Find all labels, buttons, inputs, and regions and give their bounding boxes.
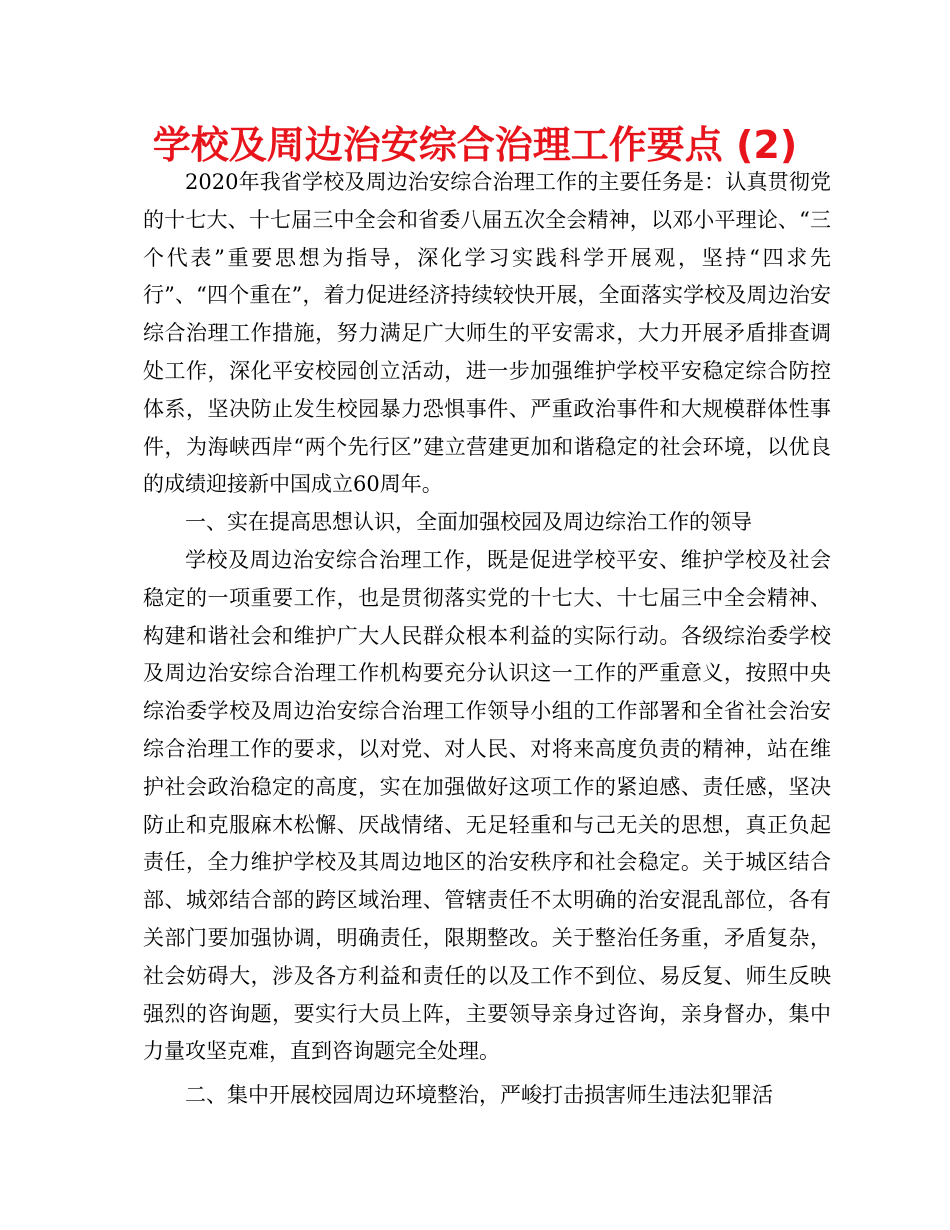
- section-heading-1: 一、实在提高思想认识，全面加强校园及周边综治工作的领导: [185, 510, 752, 535]
- document-body: [143, 164, 831, 1115]
- paragraph-section-1: 学校及周边治安综合治理工作，既是促进学校平安、维护学校及社会稳定的一项重要工作，也是贯彻落实党的十七大、十七届三中全会精神、构建和谐社会和维护广大人民群众根本利益的实际行动。各级综治委学校及周边治安综合治理工作机构要充分认识这一工作的严重意义，按照中央综治委学校及周边治安综合治理工作领导小组的工作部署和全省社会治安综合治理工作的要求，以对党、对人民、对将来高度负责的精神，站在维护社会政治稳定的高度，实在加强做好这项工作的紧迫感、责任感，坚决防止和克服麻木松懈、厌战情绪、无足轻重和与己无关的思想，真正负起责任，全力维护学校及其周边地区的治安秩序和社会稳定。关于城区结合部、城郊结合部的跨区域治理、管辖责任不太明确的治安混乱部位，各有关部门要加强协调，明确责任，限期整改。关于整治任务重，矛盾复杂，社会妨碍大，涉及各方利益和责任的以及工作不到位、易反复、师生反映强烈的咨询题，要实行大员上阵，主要领导亲身过咨询，亲身督办，集中力量攻坚克难，直到咨询题完全处理。: [143, 547, 831, 1064]
- section-heading-2: 二、集中开展校园周边环境整治，严峻打击损害师生违法犯罪活: [185, 1083, 773, 1108]
- paragraph-intro: 2020年我省学校及周边治安综合治理工作的主要任务是：认真贯彻党的十七大、十七届三中全会和省委八届五次全会精神，以邓小平理论、“三个代表”重要思想为指导，深化学习实践科学开展观，坚持“四求先行”、“四个重在”，着力促进经济持续较快开展，全面落实学校及周边治安综合治理工作措施，努力满足广大师生的平安需求，大力开展矛盾排查调处工作，深化平安校园创立活动，进一步加强维护学校平安稳定综合防控体系，坚决防止发生校园暴力恐惧事件、严重政治事件和大规模群体性事件，为海峡西岸“两个先行区”建立营建更加和谐稳定的社会环境，以优良的成绩迎接新中国成立60周年。: [143, 170, 831, 497]
- document-title: 学校及周边治安综合治理工作要点 (2): [152, 123, 798, 167]
